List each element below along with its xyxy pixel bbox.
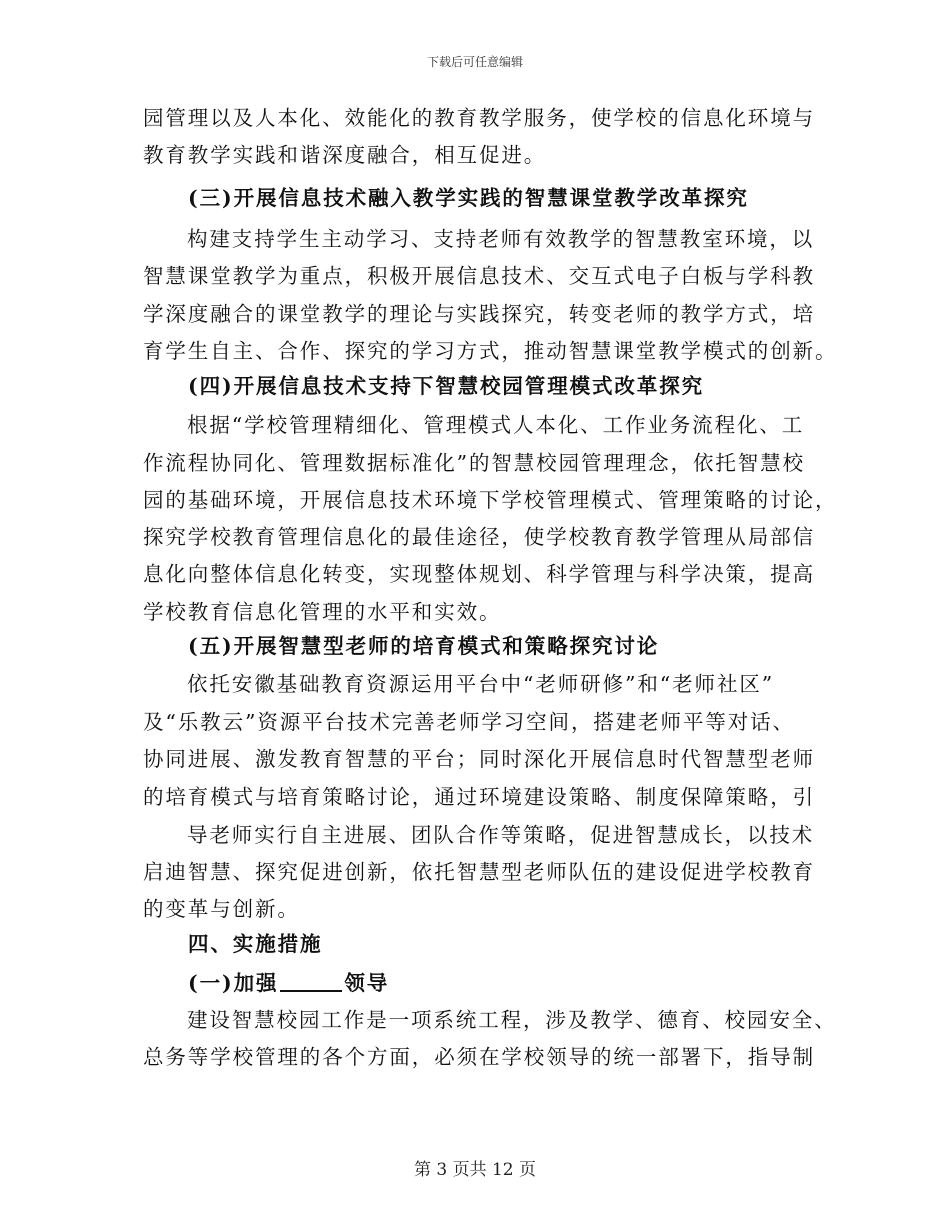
paragraph-line: 育学生自主、合作、探究的学习方式，推动智慧课堂教学模式的创新。 (143, 339, 838, 363)
paragraph-line: 学深度融合的课堂教学的理论与实践探究，转变老师的教学方式，培 (143, 302, 815, 326)
paragraph-line: 园管理以及人本化、效能化的教育教学服务，使学校的信息化环境与 (143, 106, 815, 130)
paragraph-line: 建设智慧校园工作是一项系统工程，涉及教学、德育、校园安全、 (187, 1008, 837, 1032)
paragraph-line: 构建支持学生主动学习、支持老师有效教学的智慧教室环境，以 (187, 227, 815, 251)
paragraph-line: 协同进展、激发教育智慧的平台；同时深化开展信息时代智慧型老师 (143, 747, 815, 771)
section-heading: (五)开展智慧型老师的培育模式和策略探究讨论 (188, 634, 660, 658)
paragraph-line: 及“乐教云”资源平台技术完善老师学习空间，搭建老师平等对话、 (143, 710, 795, 734)
section-heading: 四、实施措施 (188, 932, 323, 956)
section-heading: (四)开展信息技术支持下智慧校园管理模式改革探究 (188, 374, 704, 398)
subsection-heading (188, 972, 389, 994)
paragraph-line: 的变革与创新。 (143, 897, 300, 921)
paragraph-line: 启迪智慧、探究促进创新，依托智慧型老师队伍的建设促进学校教育 (143, 860, 815, 884)
section-heading: (三)开展信息技术融入教学实践的智慧课堂教学改革探究 (188, 186, 749, 210)
paragraph-line: 探究学校教育管理信息化的最佳途径，使学校教育教学管理从局部信 (143, 525, 815, 549)
paragraph-line: 智慧课堂教学为重点，积极开展信息技术、交互式电子白板与学科教 (143, 264, 815, 288)
paragraph-line: 教育教学实践和谐深度融合，相互促进。 (143, 143, 547, 167)
paragraph-line: 作流程协同化、管理数据标准化”的智慧校园管理理念，依托智慧校 (143, 451, 805, 475)
paragraph-line: 学校教育信息化管理的水平和实效。 (143, 600, 502, 624)
heading-text: (一)加强 (188, 971, 279, 995)
paragraph-line: 息化向整体信息化转变，实现整体规划、科学管理与科学决策，提高 (143, 562, 815, 586)
page-header: 下载后可任意编辑 (426, 55, 523, 69)
paragraph-line: 总务等学校管理的各个方面，必须在学校领导的统一部署下，指导制 (143, 1045, 815, 1069)
paragraph-line: 的培育模式与培育策略讨论，通过环境建设策略、制度保障策略，引 (143, 785, 815, 809)
page-footer: 第 3 页共 12 页 (413, 1160, 537, 1180)
paragraph-line: 园的基础环境，开展信息技术环境下学校管理模式、管理策略的讨论， (143, 488, 838, 512)
paragraph-line: 依托安徽基础教育资源运用平台中“老师研修”和“老师社区” (187, 672, 775, 696)
paragraph-line: 导老师实行自主进展、团队合作等策略，促进智慧成长，以技术 (187, 823, 815, 847)
fill-in-blank (280, 972, 342, 992)
heading-text: 领导 (344, 971, 390, 995)
paragraph-line: 根据“学校管理精细化、管理模式人本化、工作业务流程化、工 (187, 413, 805, 437)
